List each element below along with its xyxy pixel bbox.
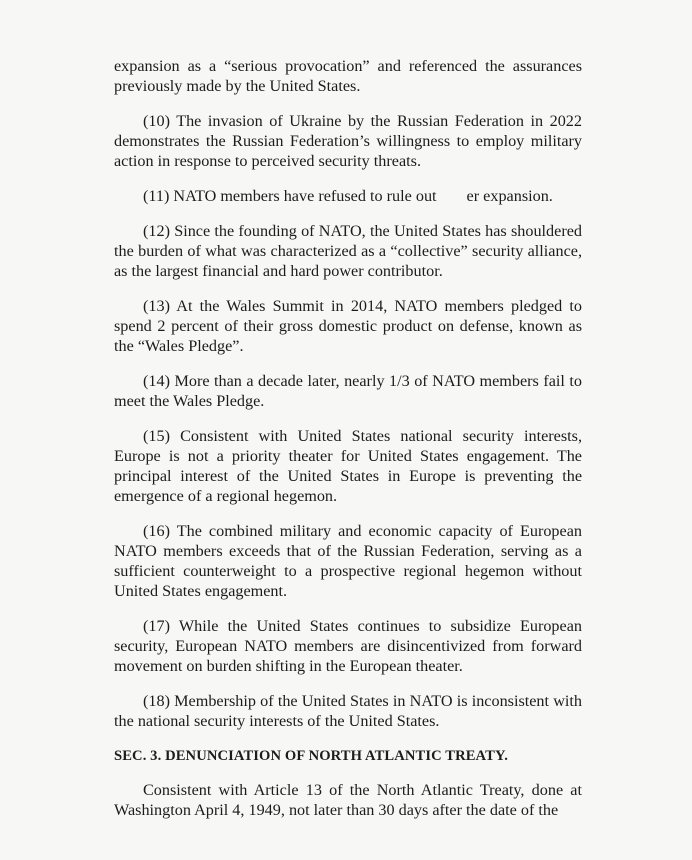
finding-17: (17) While the United States continues to subsidize European security, European NATO members are disincentivized from forward movement on burden shifting in the European theater. xyxy=(114,617,582,675)
finding-13: (13) At the Wales Summit in 2014, NATO members pledged to spend 2 percent of their gross domestic product on defense, known as the “Wales Pledge”. xyxy=(114,297,582,355)
finding-10: (10) The invasion of Ukraine by the Russian Federation in 2022 demonstrates the Russian Federation’s willingness to employ military action in response to perceived security threats. xyxy=(114,112,582,170)
finding-11-text-a: (11) NATO members have refused to rule out xyxy=(143,187,437,205)
finding-11 xyxy=(114,186,582,206)
document-page xyxy=(114,56,582,835)
obscured-text xyxy=(437,190,467,202)
section-heading: SEC. 3. DENUNCIATION OF NORTH ATLANTIC TREATY. xyxy=(114,748,508,764)
finding-16: (16) The combined military and economic capacity of European NATO members exceeds that of the Russian Federation, serving as a sufficient counterweight to a prospective regional hegemon without United States engagement. xyxy=(114,522,582,600)
finding-11-text-b: er expansion. xyxy=(466,187,553,205)
finding-18: (18) Membership of the United States in NATO is inconsistent with the national security interests of the United States. xyxy=(114,692,582,730)
section-paragraph: Consistent with Article 13 of the North Atlantic Treaty, done at Washington April 4, 1949, not later than 30 days after the date of the xyxy=(114,781,582,819)
finding-15: (15) Consistent with United States national security interests, Europe is not a priority theater for United States engagement. The principal interest of the United States in Europe is preventing the emergence of a regional hegemon. xyxy=(114,427,582,505)
finding-12: (12) Since the founding of NATO, the United States has shouldered the burden of what was characterized as a “collective” security alliance, as the largest financial and hard power contributor. xyxy=(114,222,582,280)
finding-14: (14) More than a decade later, nearly 1/3 of NATO members fail to meet the Wales Pledge. xyxy=(114,372,582,410)
continuation-paragraph: expansion as a “serious provocation” and referenced the assurances previously made by the United States. xyxy=(114,57,582,95)
